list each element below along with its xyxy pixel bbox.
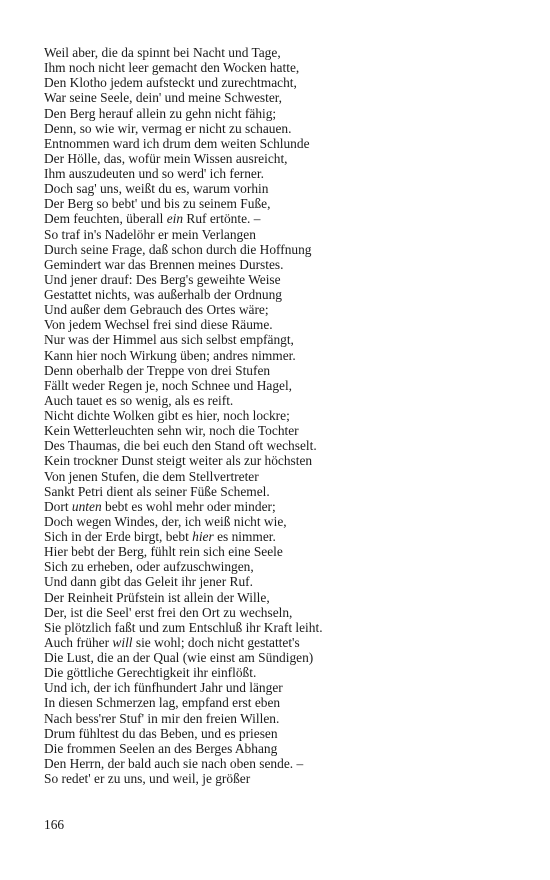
verse-line: Nicht dichte Wolken gibt es hier, noch lockre; (44, 408, 290, 423)
verse-line: So traf in's Nadelöhr er mein Verlangen (44, 226, 256, 242)
verse-text: Ruf ertönte. – (183, 211, 261, 227)
verse-text: Dort (44, 498, 72, 514)
verse-line: Denn oberhalb der Treppe von drei Stufen (44, 362, 271, 378)
verse-line: Sich zu erheben, oder aufzuschwingen, (44, 559, 254, 575)
verse-line: Doch wegen Windes, der, ich weiß nicht wie, (44, 513, 287, 529)
verse-text: es nimmer. (213, 529, 276, 544)
verse-line: Und jener drauf: Des Berg's geweihte Weise (44, 271, 281, 287)
verse-line: Kann hier noch Wirkung üben; andres nimmer. (44, 347, 296, 363)
verse-line (44, 529, 514, 544)
verse-line: Drum fühltest du das Beben, und es priesen (44, 725, 278, 741)
verse-line: Sankt Petri dient als seiner Füße Schemel. (44, 483, 270, 499)
verse-text: sie wohl; doch nicht gestattet's (132, 634, 300, 650)
verse-text: Auch früher (44, 634, 113, 650)
emphasized-word: unten (71, 498, 102, 514)
verse-line: So redet' er zu uns, und weil, je größer (44, 771, 251, 786)
verse-line: Kein Wetterleuchten sehn wir, noch die Tochter (44, 423, 299, 439)
verse-line (44, 635, 514, 650)
emphasized-word: hier (192, 529, 214, 544)
verse-line: Durch seine Frage, daß schon durch die Hoffnung (44, 241, 312, 257)
verse-text: bebt es wohl mehr oder minder; (101, 498, 276, 514)
verse-line: Der Reinheit Prüfstein ist allein der Wille, (44, 589, 270, 605)
verse-line: Doch sag' uns, weißt du es, warum vorhin (44, 181, 269, 197)
page-number: 166 (44, 817, 65, 832)
verse-line: Sie plötzlich faßt und zum Entschluß ihr Kraft leiht. (44, 619, 323, 635)
verse-line: Der, ist die Seel' erst frei den Ort zu wechseln, (44, 604, 293, 620)
verse-text: Sich in der Erde birgt, bebt (44, 529, 193, 544)
verse-line: Gestattet nichts, was außerhalb der Ordnung (44, 287, 282, 302)
verse-line: Nach bess'rer Stuf' in mir den freien Willen. (44, 710, 280, 726)
verse-line: Nur was der Himmel aus sich selbst empfängt, (44, 332, 294, 348)
verse-text: Dem feuchten, überall (44, 211, 167, 227)
verse-line: Denn, so wie wir, vermag er nicht zu schauen. (44, 120, 292, 136)
verse-line: Entnommen ward ich drum dem weiten Schlunde (44, 135, 310, 151)
verse-line: Den Berg herauf allein zu gehn nicht fähig; (44, 105, 277, 121)
verse-line: Und außer dem Gebrauch des Ortes wäre; (44, 302, 269, 318)
verse-line: Auch tauet es so wenig, als es reift. (44, 392, 234, 408)
verse-line: Die göttliche Gerechtigkeit ihr einflößt. (44, 665, 257, 681)
verse-line (44, 211, 514, 226)
verse-line: Ihm noch nicht leer gemacht den Wocken hatte, (44, 60, 300, 76)
verse-line: Von jedem Wechsel frei sind diese Räume. (44, 317, 273, 333)
verse-line: Und ich, der ich fünfhundert Jahr und länger (44, 680, 283, 696)
verse-line: Kein trockner Dunst steigt weiter als zur höchsten (44, 453, 313, 469)
verse-line: Die Lust, die an der Qual (wie einst am Sündigen) (44, 650, 314, 665)
emphasized-word: ein (166, 211, 184, 227)
verse-line: War seine Seele, dein' und meine Schwester, (44, 90, 283, 106)
verse-block (44, 45, 514, 786)
verse-line: Der Hölle, das, wofür mein Wissen ausreicht, (44, 150, 288, 166)
verse-line: Fällt weder Regen je, noch Schnee und Hagel, (44, 377, 293, 393)
verse-line: Weil aber, die da spinnt bei Nacht und Tage, (44, 45, 281, 60)
verse-line: Den Klotho jedem aufsteckt und zurechtmacht, (44, 75, 297, 91)
verse-line: Und dann gibt das Geleit ihr jener Ruf. (44, 574, 253, 590)
verse-line: Gemindert war das Brennen meines Durstes. (44, 256, 284, 272)
verse-line: In diesen Schmerzen lag, empfand erst eben (44, 695, 281, 711)
emphasized-word: will (112, 634, 133, 650)
verse-line: Die frommen Seelen an des Berges Abhang (44, 740, 278, 756)
verse-line (44, 499, 514, 514)
verse-line: Des Thaumas, die bei euch den Stand oft wechselt. (44, 438, 317, 454)
verse-line: Der Berg so bebt' und bis zu seinem Fuße, (44, 196, 271, 212)
verse-line: Den Herrn, der bald auch sie nach oben sende. – (44, 755, 304, 771)
verse-line: Ihm auszudeuten und so werd' ich ferner. (44, 166, 264, 181)
verse-line: Hier bebt der Berg, fühlt rein sich eine Seele (44, 544, 283, 560)
verse-line: Von jenen Stufen, die dem Stellvertreter (44, 468, 259, 484)
